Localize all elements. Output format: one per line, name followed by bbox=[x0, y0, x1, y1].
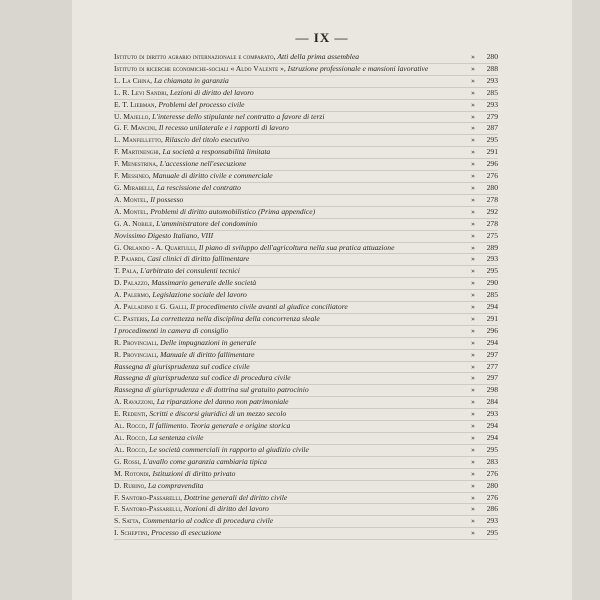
entry-text bbox=[114, 374, 466, 383]
entry-text bbox=[114, 386, 466, 395]
entry-text bbox=[114, 446, 466, 455]
entry-title: Rassegna di giurisprudenza sul codice civile bbox=[114, 361, 250, 371]
entry-page-number: 295 bbox=[486, 528, 498, 538]
entry-page-number: 288 bbox=[486, 63, 498, 73]
entry-text bbox=[114, 172, 466, 181]
entry-author: L. R. Levi Sandri, bbox=[114, 87, 169, 97]
entry-ditto-mark: » bbox=[471, 409, 475, 419]
entry-page-number: 298 bbox=[486, 385, 498, 395]
entry-page-number: 295 bbox=[486, 266, 498, 276]
entry-author: Istituto di ricerche economiche-sociali « Aldo Valente », bbox=[114, 63, 286, 73]
entry-title: Problemi del processo civile bbox=[158, 99, 245, 109]
entry-author: F. Menestrina, bbox=[114, 159, 158, 169]
index-entry bbox=[114, 397, 498, 409]
entry-title: L'interesse dello stipulante nel contratto a favore di terzi bbox=[152, 111, 325, 121]
entry-ditto-mark: » bbox=[471, 421, 475, 431]
entry-author: A. Palermo, bbox=[114, 290, 151, 300]
index-entry bbox=[114, 159, 498, 171]
entry-author: A. Ravazzoni, bbox=[114, 397, 155, 407]
index-entry bbox=[114, 195, 498, 207]
entry-title: Istituzioni di diritto privato bbox=[152, 468, 236, 478]
entry-title: Rilascio del titolo esecutivo bbox=[164, 135, 249, 145]
entry-ditto-mark: » bbox=[471, 302, 475, 312]
entry-title: La chiamata in garanzia bbox=[153, 75, 229, 85]
entry-author: U. Majello, bbox=[114, 111, 151, 121]
entry-author: T. Pala, bbox=[114, 266, 139, 276]
entry-author: S. Satta, bbox=[114, 516, 141, 526]
entry-text bbox=[114, 422, 466, 431]
index-entry bbox=[114, 207, 498, 219]
index-entry bbox=[114, 302, 498, 314]
entry-text bbox=[114, 220, 466, 229]
entry-ditto-mark: » bbox=[471, 266, 475, 276]
entry-ditto-mark: » bbox=[471, 147, 475, 157]
entry-author: R. Provinciali, bbox=[114, 349, 159, 359]
entry-page-number: 285 bbox=[486, 290, 498, 300]
entry-ditto-mark: » bbox=[471, 528, 475, 538]
index-entry bbox=[114, 135, 498, 147]
entry-text bbox=[114, 315, 466, 324]
entry-author: P. Pajardi, bbox=[114, 254, 146, 264]
entry-ditto-mark: » bbox=[471, 182, 475, 192]
entry-title: La rescissione del contratto bbox=[156, 182, 241, 192]
index-entry bbox=[114, 88, 498, 100]
entry-author: Al. Rocco, bbox=[114, 444, 148, 454]
entry-page-number: 291 bbox=[486, 313, 498, 323]
entry-title: Processo di esecuzione bbox=[151, 528, 222, 538]
entry-author: L. La China, bbox=[114, 75, 153, 85]
entry-ditto-mark: » bbox=[471, 433, 475, 442]
entry-page-number: 297 bbox=[486, 373, 498, 383]
entry-page-number: 289 bbox=[486, 242, 498, 252]
entry-page-number: 279 bbox=[486, 111, 498, 121]
index-entry bbox=[114, 314, 498, 326]
entry-text bbox=[114, 279, 466, 288]
entry-title: Atti della prima assemblea bbox=[277, 52, 360, 61]
entry-text bbox=[114, 351, 466, 360]
entry-author: M. Rotondi, bbox=[114, 468, 151, 478]
entry-title: I procedimenti in camera di consiglio bbox=[114, 325, 229, 335]
entry-title: Problemi di diritto automobilistico (Prima appendice) bbox=[150, 206, 316, 216]
entry-author: A. Montel, bbox=[114, 194, 149, 204]
entry-author: F. Messineo, bbox=[114, 171, 151, 181]
entry-ditto-mark: » bbox=[471, 325, 475, 335]
entry-author: G. Rossi, bbox=[114, 456, 142, 466]
entry-text bbox=[114, 255, 466, 264]
entry-text bbox=[114, 291, 466, 300]
entry-page-number: 284 bbox=[486, 397, 498, 407]
entry-page-number: 297 bbox=[486, 349, 498, 359]
index-entry bbox=[114, 326, 498, 338]
entry-page-number: 292 bbox=[486, 206, 498, 216]
entry-title: Massimario generale delle società bbox=[151, 278, 257, 288]
entry-ditto-mark: » bbox=[471, 194, 475, 204]
index-entry bbox=[114, 147, 498, 159]
index-entry bbox=[114, 385, 498, 397]
entry-author: G. Orlando - A. Quartulli, bbox=[114, 242, 197, 252]
entry-ditto-mark: » bbox=[471, 254, 475, 264]
entry-title: L'amministratore del condominio bbox=[156, 218, 258, 228]
entry-ditto-mark: » bbox=[471, 87, 475, 97]
index-entry bbox=[114, 100, 498, 112]
entry-page-number: 286 bbox=[486, 504, 498, 514]
index-entry bbox=[114, 504, 498, 516]
folio-number: IX bbox=[313, 30, 331, 45]
entry-title: Nozioni di diritto del lavoro bbox=[183, 504, 269, 514]
entry-title: Rassegna di giurisprudenza sul codice di procedura civile bbox=[114, 373, 291, 383]
index-entry bbox=[114, 64, 498, 76]
entry-ditto-mark: » bbox=[471, 111, 475, 121]
entry-title: Casi clinici di diritto fallimentare bbox=[146, 254, 250, 264]
entry-text bbox=[114, 505, 466, 514]
index-entry bbox=[114, 481, 498, 493]
entry-page-number: 287 bbox=[486, 123, 498, 133]
entry-title: Manuale di diritto civile e commerciale bbox=[152, 171, 273, 181]
index-entry bbox=[114, 219, 498, 231]
index-entry bbox=[114, 123, 498, 135]
entry-ditto-mark: » bbox=[471, 456, 475, 466]
index-entry bbox=[114, 278, 498, 290]
entry-author: Istituto di diritto agrario internazionale e comparato, bbox=[114, 52, 276, 61]
entry-title: La riparazione del danno non patrimoniale bbox=[156, 397, 289, 407]
index-entry bbox=[114, 469, 498, 481]
page-folio: — IX — bbox=[295, 30, 349, 45]
entry-text bbox=[114, 89, 466, 98]
index-entry bbox=[114, 362, 498, 374]
entry-title: La compravendita bbox=[147, 480, 204, 490]
entry-page-number: 276 bbox=[486, 171, 498, 181]
entry-text bbox=[114, 327, 466, 336]
entry-ditto-mark: » bbox=[471, 63, 475, 73]
entry-text bbox=[114, 65, 466, 74]
entry-text bbox=[114, 160, 466, 169]
entry-title: Il fallimento. Teoria generale e origine storica bbox=[149, 421, 291, 431]
entry-title: Istruzione professionale e mansioni lavorative bbox=[287, 63, 429, 73]
entry-text bbox=[114, 196, 466, 205]
entry-ditto-mark: » bbox=[471, 135, 475, 145]
entry-text bbox=[114, 494, 466, 503]
entry-ditto-mark: » bbox=[471, 242, 475, 252]
entry-text bbox=[114, 136, 466, 145]
entry-author: F. Martinenghi, bbox=[114, 147, 161, 157]
entry-ditto-mark: » bbox=[471, 480, 475, 490]
entry-title: Novissimo Digesto Italiano, VIII bbox=[114, 230, 214, 240]
entry-page-number: 295 bbox=[486, 135, 498, 145]
index-entry bbox=[114, 516, 498, 528]
entry-page-number: 294 bbox=[486, 421, 498, 431]
entry-page-number: 276 bbox=[486, 492, 498, 502]
entry-author: D. Palazzo, bbox=[114, 278, 150, 288]
entry-ditto-mark: » bbox=[471, 52, 475, 61]
entry-title: Il recesso unilaterale e i rapporti di lavoro bbox=[158, 123, 289, 133]
entry-ditto-mark: » bbox=[471, 468, 475, 478]
entry-page-number: 275 bbox=[486, 230, 498, 240]
entry-ditto-mark: » bbox=[471, 361, 475, 371]
entry-text bbox=[114, 410, 466, 419]
entry-text bbox=[114, 184, 466, 193]
entry-ditto-mark: » bbox=[471, 159, 475, 169]
entry-ditto-mark: » bbox=[471, 385, 475, 395]
entry-ditto-mark: » bbox=[471, 349, 475, 359]
entry-ditto-mark: » bbox=[471, 504, 475, 514]
entry-title: La società a responsabilità limitata bbox=[162, 147, 271, 157]
index-entry bbox=[114, 528, 498, 540]
entry-title: Il possesso bbox=[150, 194, 184, 204]
entry-text bbox=[114, 148, 466, 157]
entry-title: Legislazione sociale del lavoro bbox=[152, 290, 247, 300]
entry-page-number: 293 bbox=[486, 75, 498, 85]
entry-author: A. Montel, bbox=[114, 206, 149, 216]
entry-text bbox=[114, 434, 466, 443]
entry-title: Delle impugnazioni in generale bbox=[160, 337, 257, 347]
index-entry bbox=[114, 171, 498, 183]
entry-text bbox=[114, 303, 466, 312]
index-entry bbox=[114, 266, 498, 278]
entry-page-number: 293 bbox=[486, 99, 498, 109]
index-entry bbox=[114, 243, 498, 255]
entry-ditto-mark: » bbox=[471, 337, 475, 347]
entry-title: Le società commerciali in rapporto al giudizio civile bbox=[149, 444, 309, 454]
entry-page-number: 280 bbox=[486, 480, 498, 490]
entry-ditto-mark: » bbox=[471, 516, 475, 526]
index-entry bbox=[114, 445, 498, 457]
entry-author: I. Scheptini, bbox=[114, 528, 150, 538]
entry-text bbox=[114, 517, 466, 526]
entry-page-number: 277 bbox=[486, 361, 498, 371]
entry-page-number: 296 bbox=[486, 325, 498, 335]
entry-page-number: 291 bbox=[486, 147, 498, 157]
entry-ditto-mark: » bbox=[471, 278, 475, 288]
index-entry bbox=[114, 290, 498, 302]
entry-page-number: 294 bbox=[486, 433, 498, 442]
entry-text bbox=[114, 113, 466, 122]
entry-author: R. Provinciali, bbox=[114, 337, 159, 347]
entry-title: Scritti e discorsi giuridici di un mezzo secolo bbox=[149, 409, 287, 419]
index-entry bbox=[114, 183, 498, 195]
entry-title: La sentenza civile bbox=[149, 433, 204, 442]
index-entry bbox=[114, 52, 498, 64]
entry-author: A. Palladino e G. Galli, bbox=[114, 302, 189, 312]
entry-title: La correttezza nella disciplina della concorrenza sleale bbox=[151, 313, 320, 323]
entry-ditto-mark: » bbox=[471, 492, 475, 502]
entry-text bbox=[114, 208, 466, 217]
entry-title: L'arbitrato dei consulenti tecnici bbox=[140, 266, 240, 276]
entry-author: F. Santoro-Passarelli, bbox=[114, 504, 182, 514]
entry-page-number: 296 bbox=[486, 159, 498, 169]
entry-page-number: 294 bbox=[486, 337, 498, 347]
index-entry bbox=[114, 373, 498, 385]
entry-page-number: 290 bbox=[486, 278, 498, 288]
entry-ditto-mark: » bbox=[471, 171, 475, 181]
entry-text bbox=[114, 232, 466, 241]
entry-ditto-mark: » bbox=[471, 290, 475, 300]
entry-author: F. Santoro-Passarelli, bbox=[114, 492, 182, 502]
index-entry bbox=[114, 338, 498, 350]
entry-text bbox=[114, 101, 466, 110]
entry-title: Il piano di sviluppo dell'agricoltura nella sua pratica attuazione bbox=[198, 242, 395, 252]
entry-page-number: 280 bbox=[486, 182, 498, 192]
entry-text bbox=[114, 458, 466, 467]
entry-text bbox=[114, 339, 466, 348]
entry-author: L. Manfelletto, bbox=[114, 135, 163, 145]
entry-page-number: 293 bbox=[486, 409, 498, 419]
entry-author: E. T. Liebman, bbox=[114, 99, 157, 109]
entry-page-number: 276 bbox=[486, 468, 498, 478]
entry-text bbox=[114, 267, 466, 276]
entry-author: G. F. Mancini, bbox=[114, 123, 157, 133]
entry-ditto-mark: » bbox=[471, 206, 475, 216]
index-entry bbox=[114, 433, 498, 445]
entry-title: Il procedimento civile avanti al giudice conciliatore bbox=[190, 302, 348, 312]
entry-title: Manuale di diritto fallimentare bbox=[160, 349, 255, 359]
entry-title: Dottrine generali del diritto civile bbox=[183, 492, 288, 502]
entry-page-number: 293 bbox=[486, 516, 498, 526]
entry-ditto-mark: » bbox=[471, 99, 475, 109]
entry-title: Commentario al codice di procedura civile bbox=[142, 516, 274, 526]
entry-title: Rassegna di giurisprudenza e di dottrina sul gratuito patrocinio bbox=[114, 385, 309, 395]
entry-text bbox=[114, 77, 466, 86]
entry-ditto-mark: » bbox=[471, 230, 475, 240]
index-entry bbox=[114, 112, 498, 124]
entry-text bbox=[114, 244, 466, 253]
index-entry bbox=[114, 409, 498, 421]
entry-page-number: 283 bbox=[486, 456, 498, 466]
entry-page-number: 295 bbox=[486, 444, 498, 454]
entry-text bbox=[114, 529, 466, 538]
index-list bbox=[114, 52, 498, 540]
entry-author: Al. Rocco, bbox=[114, 433, 148, 442]
entry-author: G. Mirabelli, bbox=[114, 182, 155, 192]
entry-ditto-mark: » bbox=[471, 75, 475, 85]
entry-text bbox=[114, 470, 466, 479]
entry-text bbox=[114, 363, 466, 372]
entry-ditto-mark: » bbox=[471, 444, 475, 454]
entry-ditto-mark: » bbox=[471, 373, 475, 383]
index-entry bbox=[114, 457, 498, 469]
entry-page-number: 294 bbox=[486, 302, 498, 312]
index-entry bbox=[114, 254, 498, 266]
index-entry bbox=[114, 421, 498, 433]
entry-ditto-mark: » bbox=[471, 313, 475, 323]
entry-author: D. Rubino, bbox=[114, 480, 147, 490]
entry-title: L'accessione nell'esecuzione bbox=[159, 159, 247, 169]
entry-page-number: 278 bbox=[486, 194, 498, 204]
entry-title: L'avallo come garanzia cambiaria tipica bbox=[143, 456, 267, 466]
entry-page-number: 285 bbox=[486, 87, 498, 97]
entry-ditto-mark: » bbox=[471, 218, 475, 228]
entry-author: G. A. Nobile, bbox=[114, 218, 155, 228]
entry-title: Lezioni di diritto del lavoro bbox=[170, 87, 254, 97]
entry-author: Al. Rocco, bbox=[114, 421, 148, 431]
index-entry bbox=[114, 350, 498, 362]
document-page bbox=[72, 0, 572, 600]
entry-page-number: 280 bbox=[486, 52, 498, 61]
entry-ditto-mark: » bbox=[471, 123, 475, 133]
entry-author: C. Pasteris, bbox=[114, 313, 150, 323]
entry-author: E. Redenti, bbox=[114, 409, 148, 419]
index-entry bbox=[114, 76, 498, 88]
entry-text bbox=[114, 53, 466, 62]
index-entry bbox=[114, 493, 498, 505]
entry-text bbox=[114, 124, 466, 133]
entry-ditto-mark: » bbox=[471, 397, 475, 407]
entry-page-number: 278 bbox=[486, 218, 498, 228]
entry-text bbox=[114, 398, 466, 407]
entry-text bbox=[114, 482, 466, 491]
index-entry bbox=[114, 231, 498, 243]
entry-page-number: 293 bbox=[486, 254, 498, 264]
